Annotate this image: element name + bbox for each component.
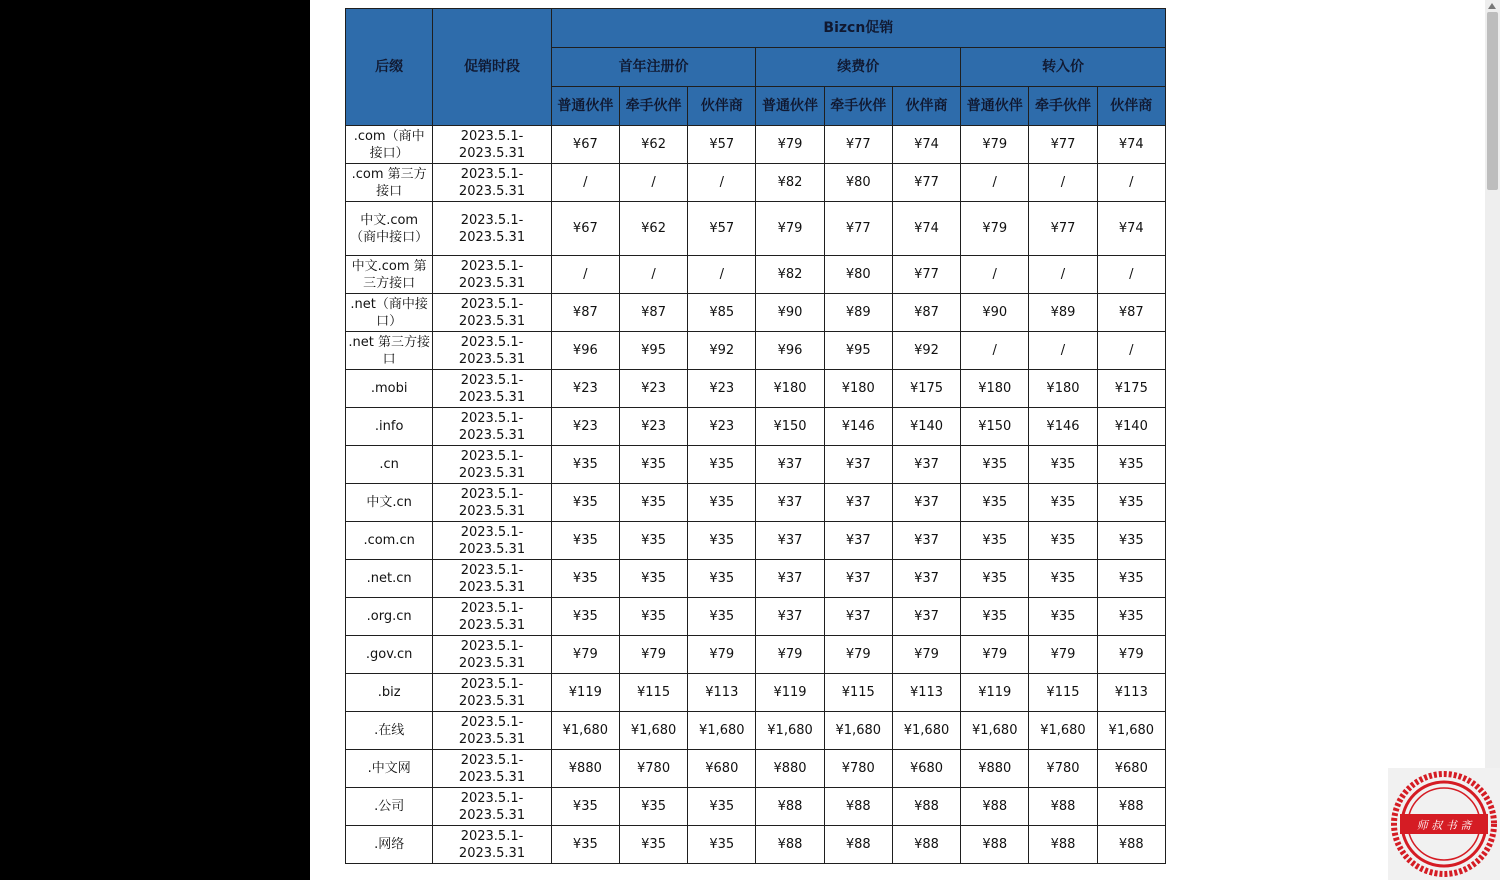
price-cell: / <box>961 164 1029 202</box>
suffix-cell: .info <box>346 408 433 446</box>
price-cell: ¥85 <box>688 294 756 332</box>
price-cell: ¥23 <box>619 408 687 446</box>
price-cell: ¥79 <box>961 636 1029 674</box>
price-cell: ¥23 <box>688 370 756 408</box>
price-cell: / <box>1097 256 1165 294</box>
table-row <box>346 164 1166 202</box>
header-first-year-price: 首年注册价 <box>551 48 756 87</box>
sub-header-cell: 牵手伙伴 <box>619 87 687 126</box>
period-cell: 2023.5.1-2023.5.31 <box>433 370 551 408</box>
price-cell: ¥37 <box>756 484 824 522</box>
price-cell: ¥35 <box>688 522 756 560</box>
price-cell: ¥1,680 <box>756 712 824 750</box>
sub-header-cell: 伙伴商 <box>1097 87 1165 126</box>
price-cell: ¥880 <box>551 750 619 788</box>
price-cell: ¥37 <box>892 484 960 522</box>
suffix-cell: .在线 <box>346 712 433 750</box>
price-cell: ¥35 <box>619 598 687 636</box>
price-cell: ¥88 <box>824 788 892 826</box>
price-cell: ¥88 <box>1029 826 1097 864</box>
price-cell: ¥37 <box>756 522 824 560</box>
price-cell: ¥35 <box>961 522 1029 560</box>
price-cell: ¥88 <box>756 788 824 826</box>
price-cell: ¥23 <box>619 370 687 408</box>
suffix-cell: 中文.com 第三方接口 <box>346 256 433 294</box>
price-cell: ¥1,680 <box>824 712 892 750</box>
price-cell: ¥37 <box>756 560 824 598</box>
price-cell: ¥140 <box>1097 408 1165 446</box>
suffix-cell: .网络 <box>346 826 433 864</box>
period-cell: 2023.5.1-2023.5.31 <box>433 164 551 202</box>
price-cell: ¥77 <box>1029 202 1097 256</box>
price-cell: ¥175 <box>1097 370 1165 408</box>
price-cell: / <box>688 164 756 202</box>
price-cell: ¥79 <box>824 636 892 674</box>
price-cell: ¥119 <box>756 674 824 712</box>
table-row <box>346 408 1166 446</box>
price-cell: ¥37 <box>824 484 892 522</box>
price-cell: ¥35 <box>961 598 1029 636</box>
table-row <box>346 126 1166 164</box>
price-cell: ¥88 <box>1029 788 1097 826</box>
price-cell: ¥680 <box>1097 750 1165 788</box>
price-cell: ¥95 <box>619 332 687 370</box>
price-cell: ¥119 <box>961 674 1029 712</box>
price-cell: ¥35 <box>1097 598 1165 636</box>
price-cell: ¥95 <box>824 332 892 370</box>
sub-header-cell: 普通伙伴 <box>756 87 824 126</box>
price-cell: ¥35 <box>619 788 687 826</box>
price-cell: ¥680 <box>688 750 756 788</box>
price-cell: ¥35 <box>619 826 687 864</box>
price-cell: ¥113 <box>1097 674 1165 712</box>
price-cell: ¥180 <box>824 370 892 408</box>
price-cell: ¥35 <box>619 560 687 598</box>
price-cell: ¥77 <box>824 202 892 256</box>
table-row <box>346 202 1166 256</box>
price-cell: ¥150 <box>756 408 824 446</box>
price-cell: ¥35 <box>551 598 619 636</box>
header-renewal-price: 续费价 <box>756 48 961 87</box>
price-cell: ¥35 <box>961 484 1029 522</box>
price-cell: ¥180 <box>1029 370 1097 408</box>
seal-text: 师 叔 书 斋 <box>1416 819 1472 832</box>
price-cell: ¥88 <box>961 788 1029 826</box>
period-cell: 2023.5.1-2023.5.31 <box>433 484 551 522</box>
price-cell: ¥79 <box>1097 636 1165 674</box>
price-cell: ¥87 <box>892 294 960 332</box>
price-cell: ¥88 <box>1097 788 1165 826</box>
suffix-cell: .gov.cn <box>346 636 433 674</box>
suffix-cell: .公司 <box>346 788 433 826</box>
price-cell: ¥35 <box>1029 446 1097 484</box>
table-row <box>346 788 1166 826</box>
seal-stamp-icon <box>1388 768 1500 880</box>
sub-header-cell: 牵手伙伴 <box>824 87 892 126</box>
suffix-cell: .biz <box>346 674 433 712</box>
price-cell: ¥146 <box>1029 408 1097 446</box>
table-row <box>346 446 1166 484</box>
price-cell: ¥780 <box>1029 750 1097 788</box>
price-cell: ¥35 <box>688 446 756 484</box>
price-cell: ¥35 <box>688 598 756 636</box>
period-cell: 2023.5.1-2023.5.31 <box>433 332 551 370</box>
price-cell: ¥90 <box>756 294 824 332</box>
price-cell: ¥35 <box>551 788 619 826</box>
price-cell: ¥87 <box>619 294 687 332</box>
price-cell: ¥37 <box>824 598 892 636</box>
price-cell: ¥35 <box>688 560 756 598</box>
price-cell: ¥35 <box>1097 484 1165 522</box>
price-cell: ¥77 <box>892 164 960 202</box>
price-cell: ¥82 <box>756 256 824 294</box>
suffix-cell: 中文.com（商中接口） <box>346 202 433 256</box>
period-cell: 2023.5.1-2023.5.31 <box>433 826 551 864</box>
price-cell: ¥23 <box>551 370 619 408</box>
price-cell: ¥74 <box>1097 202 1165 256</box>
price-cell: ¥35 <box>619 484 687 522</box>
price-cell: / <box>1029 332 1097 370</box>
price-cell: / <box>961 256 1029 294</box>
price-cell: ¥92 <box>892 332 960 370</box>
document-page <box>310 0 1485 880</box>
price-cell: ¥57 <box>688 202 756 256</box>
price-cell: / <box>619 164 687 202</box>
period-cell: 2023.5.1-2023.5.31 <box>433 636 551 674</box>
seal-stamp <box>1388 768 1500 880</box>
period-cell: 2023.5.1-2023.5.31 <box>433 256 551 294</box>
period-cell: 2023.5.1-2023.5.31 <box>433 750 551 788</box>
price-cell: ¥35 <box>551 484 619 522</box>
price-cell: ¥79 <box>688 636 756 674</box>
price-cell: ¥1,680 <box>892 712 960 750</box>
price-cell: ¥140 <box>892 408 960 446</box>
price-cell: ¥35 <box>688 826 756 864</box>
table-row <box>346 598 1166 636</box>
suffix-cell: 中文.cn <box>346 484 433 522</box>
price-cell: ¥92 <box>688 332 756 370</box>
price-cell: ¥37 <box>824 522 892 560</box>
price-cell: ¥35 <box>1029 560 1097 598</box>
price-cell: ¥113 <box>688 674 756 712</box>
price-cell: / <box>551 256 619 294</box>
price-cell: ¥35 <box>1029 522 1097 560</box>
sub-header-cell: 普通伙伴 <box>961 87 1029 126</box>
sub-header-cell: 伙伴商 <box>688 87 756 126</box>
price-cell: ¥37 <box>756 446 824 484</box>
price-cell: ¥79 <box>756 202 824 256</box>
price-cell: ¥37 <box>892 560 960 598</box>
price-cell: ¥79 <box>756 636 824 674</box>
price-cell: / <box>1029 256 1097 294</box>
price-cell: ¥180 <box>961 370 1029 408</box>
header-banner: Bizcn促销 <box>551 9 1165 48</box>
price-cell: ¥880 <box>961 750 1029 788</box>
price-cell: ¥35 <box>961 446 1029 484</box>
period-cell: 2023.5.1-2023.5.31 <box>433 294 551 332</box>
period-cell: 2023.5.1-2023.5.31 <box>433 788 551 826</box>
price-cell: ¥96 <box>551 332 619 370</box>
price-cell: ¥88 <box>756 826 824 864</box>
price-cell: ¥35 <box>551 826 619 864</box>
price-cell: ¥35 <box>1097 522 1165 560</box>
table-row <box>346 522 1166 560</box>
suffix-cell: .net（商中接口） <box>346 294 433 332</box>
price-cell: / <box>619 256 687 294</box>
table-row <box>346 332 1166 370</box>
price-cell: ¥1,680 <box>551 712 619 750</box>
price-cell: ¥88 <box>1097 826 1165 864</box>
price-cell: ¥113 <box>892 674 960 712</box>
suffix-cell: .net 第三方接口 <box>346 332 433 370</box>
price-cell: ¥79 <box>619 636 687 674</box>
suffix-cell: .com（商中接口） <box>346 126 433 164</box>
price-cell: / <box>961 332 1029 370</box>
price-cell: ¥115 <box>824 674 892 712</box>
header-period: 促销时段 <box>433 9 551 126</box>
price-cell: ¥74 <box>892 202 960 256</box>
price-cell: ¥62 <box>619 126 687 164</box>
price-cell: ¥23 <box>688 408 756 446</box>
price-cell: ¥780 <box>619 750 687 788</box>
price-cell: ¥90 <box>961 294 1029 332</box>
sub-header-cell: 伙伴商 <box>892 87 960 126</box>
price-cell: ¥35 <box>551 522 619 560</box>
price-cell: ¥82 <box>756 164 824 202</box>
price-cell: ¥57 <box>688 126 756 164</box>
price-cell: ¥80 <box>824 256 892 294</box>
scrollbar-thumb[interactable] <box>1487 12 1498 190</box>
price-cell: ¥1,680 <box>619 712 687 750</box>
table-row <box>346 256 1166 294</box>
sub-header-cell: 普通伙伴 <box>551 87 619 126</box>
price-cell: ¥680 <box>892 750 960 788</box>
price-cell: ¥37 <box>892 522 960 560</box>
period-cell: 2023.5.1-2023.5.31 <box>433 560 551 598</box>
period-cell: 2023.5.1-2023.5.31 <box>433 408 551 446</box>
price-cell: ¥1,680 <box>1029 712 1097 750</box>
price-cell: ¥89 <box>824 294 892 332</box>
price-cell: ¥74 <box>1097 126 1165 164</box>
price-cell: ¥35 <box>961 560 1029 598</box>
price-cell: ¥88 <box>961 826 1029 864</box>
price-cell: ¥115 <box>1029 674 1097 712</box>
price-cell: ¥180 <box>756 370 824 408</box>
price-cell: ¥87 <box>551 294 619 332</box>
suffix-cell: .com 第三方接口 <box>346 164 433 202</box>
price-cell: ¥175 <box>892 370 960 408</box>
table-row <box>346 484 1166 522</box>
price-cell: ¥79 <box>892 636 960 674</box>
price-cell: ¥23 <box>551 408 619 446</box>
price-cell: ¥1,680 <box>1097 712 1165 750</box>
period-cell: 2023.5.1-2023.5.31 <box>433 712 551 750</box>
period-cell: 2023.5.1-2023.5.31 <box>433 446 551 484</box>
price-cell: ¥35 <box>619 522 687 560</box>
price-cell: ¥1,680 <box>688 712 756 750</box>
price-cell: ¥1,680 <box>961 712 1029 750</box>
table-row <box>346 294 1166 332</box>
price-cell: ¥77 <box>892 256 960 294</box>
price-cell: ¥37 <box>892 598 960 636</box>
period-cell: 2023.5.1-2023.5.31 <box>433 126 551 164</box>
suffix-cell: .org.cn <box>346 598 433 636</box>
price-cell: ¥67 <box>551 126 619 164</box>
price-cell: / <box>551 164 619 202</box>
table-row <box>346 750 1166 788</box>
price-cell: / <box>1029 164 1097 202</box>
table-row <box>346 826 1166 864</box>
table-row <box>346 712 1166 750</box>
table-row <box>346 674 1166 712</box>
price-cell: ¥35 <box>619 446 687 484</box>
price-cell: ¥87 <box>1097 294 1165 332</box>
price-cell: ¥150 <box>961 408 1029 446</box>
price-cell: ¥35 <box>1029 484 1097 522</box>
period-cell: 2023.5.1-2023.5.31 <box>433 674 551 712</box>
price-cell: ¥77 <box>1029 126 1097 164</box>
price-cell: ¥35 <box>551 560 619 598</box>
price-cell: ¥77 <box>824 126 892 164</box>
price-cell: ¥37 <box>824 560 892 598</box>
price-cell: ¥96 <box>756 332 824 370</box>
table-row <box>346 370 1166 408</box>
price-cell: ¥79 <box>756 126 824 164</box>
price-cell: ¥115 <box>619 674 687 712</box>
suffix-cell: .中文网 <box>346 750 433 788</box>
price-cell: ¥67 <box>551 202 619 256</box>
vertical-scrollbar[interactable] <box>1485 0 1500 880</box>
price-cell: ¥79 <box>551 636 619 674</box>
price-cell: ¥89 <box>1029 294 1097 332</box>
period-cell: 2023.5.1-2023.5.31 <box>433 598 551 636</box>
suffix-cell: .net.cn <box>346 560 433 598</box>
price-cell: ¥35 <box>1029 598 1097 636</box>
price-cell: ¥880 <box>756 750 824 788</box>
price-cell: ¥35 <box>551 446 619 484</box>
price-cell: ¥80 <box>824 164 892 202</box>
sub-header-cell: 牵手伙伴 <box>1029 87 1097 126</box>
price-cell: ¥37 <box>756 598 824 636</box>
price-cell: ¥79 <box>961 202 1029 256</box>
price-cell: / <box>1097 164 1165 202</box>
price-cell: ¥35 <box>1097 560 1165 598</box>
header-suffix: 后缀 <box>346 9 433 126</box>
price-cell: ¥146 <box>824 408 892 446</box>
price-cell: ¥35 <box>1097 446 1165 484</box>
scroll-up-arrow-icon[interactable] <box>1488 3 1496 9</box>
table-row <box>346 560 1166 598</box>
price-cell: ¥37 <box>824 446 892 484</box>
table-body <box>346 126 1166 864</box>
price-cell: / <box>1097 332 1165 370</box>
price-cell: ¥119 <box>551 674 619 712</box>
price-cell: ¥88 <box>892 826 960 864</box>
price-cell: ¥62 <box>619 202 687 256</box>
suffix-cell: .cn <box>346 446 433 484</box>
price-cell: ¥79 <box>1029 636 1097 674</box>
price-cell: ¥88 <box>824 826 892 864</box>
price-cell: ¥79 <box>961 126 1029 164</box>
period-cell: 2023.5.1-2023.5.31 <box>433 202 551 256</box>
price-cell: ¥780 <box>824 750 892 788</box>
price-cell: ¥37 <box>892 446 960 484</box>
price-cell: ¥35 <box>688 484 756 522</box>
suffix-cell: .com.cn <box>346 522 433 560</box>
table-row <box>346 636 1166 674</box>
price-cell: ¥88 <box>892 788 960 826</box>
price-cell: / <box>688 256 756 294</box>
price-cell: ¥74 <box>892 126 960 164</box>
suffix-cell: .mobi <box>346 370 433 408</box>
promotion-price-table <box>345 8 1166 864</box>
header-transfer-price: 转入价 <box>961 48 1166 87</box>
period-cell: 2023.5.1-2023.5.31 <box>433 522 551 560</box>
price-cell: ¥35 <box>688 788 756 826</box>
